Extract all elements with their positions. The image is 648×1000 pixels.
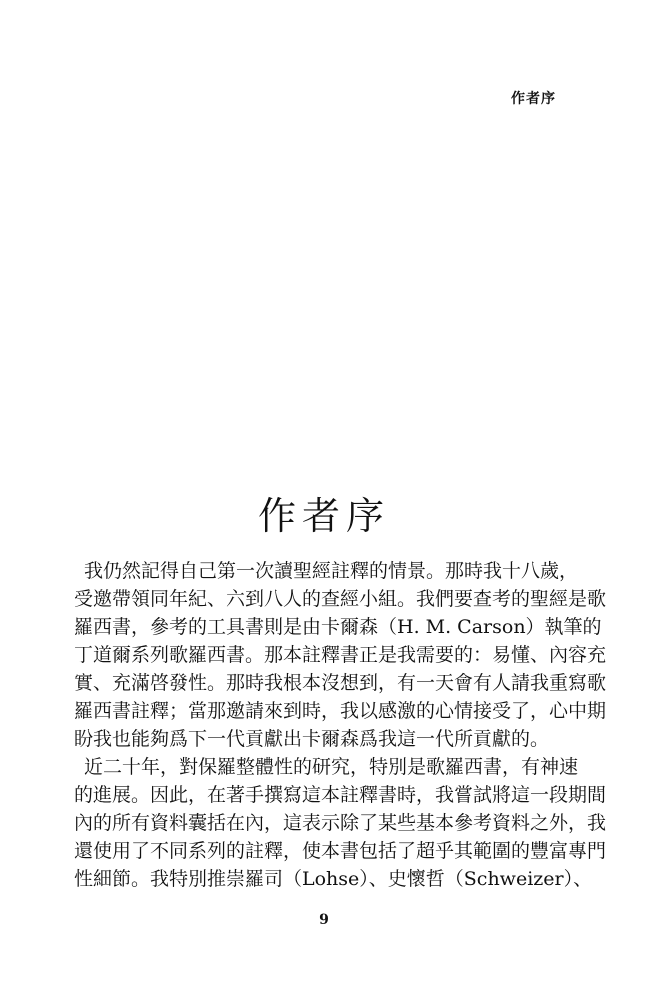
chapter-title: 作者序: [257, 494, 390, 538]
text-line: 受邀帶領同年紀、六到八人的查經小組。我們要查考的聖經是歌: [74, 588, 607, 610]
text-line: 羅西書，參考的工具書則是由卡爾森（H. M. Carson）執筆的: [74, 616, 602, 638]
text-line: 的進展。因此，在著手撰寫這本註釋書時，我嘗試將這一段期間: [74, 784, 607, 806]
text-line: 盼我也能夠爲下一代貢獻出卡爾森爲我這一代所貢獻的。: [74, 728, 550, 750]
text-line: 我仍然記得自己第一次讀聖經註釋的情景。那時我十八歲，: [84, 560, 579, 582]
text-line: 性細節。我特別推崇羅司（Lohse）、史懷哲（Schweizer）、: [74, 868, 593, 890]
page-number: 9: [319, 912, 329, 928]
running-header: 作者序: [511, 91, 556, 107]
body-text: [74, 557, 607, 893]
text-line: 羅西書註釋；當那邀請來到時，我以感激的心情接受了，心中期: [74, 700, 607, 722]
text-line: 實、充滿啓發性。那時我根本沒想到，有一天會有人請我重寫歌: [74, 672, 607, 694]
text-line: 近二十年，對保羅整體性的研究，特別是歌羅西書，有神速: [84, 756, 579, 778]
text-line: 內的所有資料囊括在內，這表示除了某些基本參考資料之外，我: [74, 812, 607, 834]
text-line: 還使用了不同系列的註釋，使本書包括了超乎其範圍的豐富專門: [74, 840, 607, 862]
text-line: 丁道爾系列歌羅西書。那本註釋書正是我需要的：易懂、內容充: [74, 644, 607, 666]
